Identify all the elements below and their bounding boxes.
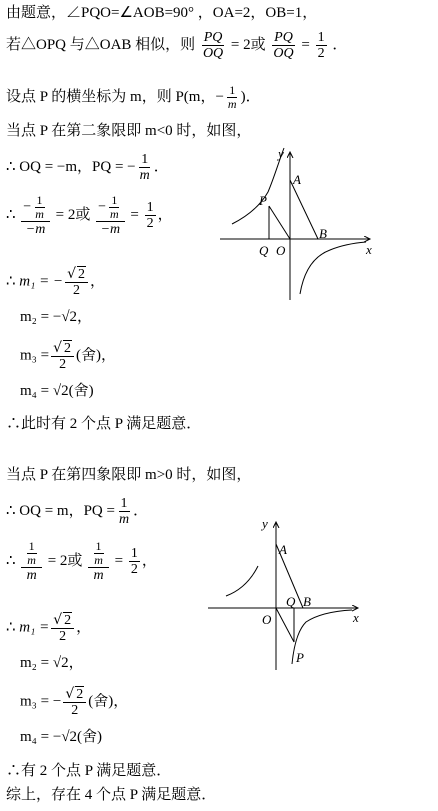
- m2-line: m₂ = −√2，: [20, 309, 93, 325]
- label-x: x: [366, 242, 372, 257]
- text-line-4: 当点 P 在第二象限即 m<0 时，如图，: [6, 123, 252, 139]
- fraction-sqrt2-over-2: $\frac{√ 2}{2}$: [63, 686, 86, 718]
- m1-label: m₁ = −: [19, 273, 64, 290]
- segment-op: [269, 206, 290, 239]
- therefore-symbol: ∴: [6, 273, 16, 290]
- rejected-note: (舍)，: [88, 693, 129, 710]
- equals-sign: =: [301, 36, 310, 53]
- comma: ，: [157, 206, 173, 223]
- segment-op: [276, 608, 294, 642]
- period: ．: [133, 502, 149, 519]
- m2-line-p2: m₂ = √2，: [20, 655, 84, 671]
- equals-2-or: = 2或: [47, 552, 83, 569]
- period: ．: [332, 36, 348, 53]
- equals-sign: =: [130, 206, 139, 223]
- label-y: y: [262, 516, 268, 531]
- conclusion-part2: ∴有 2 个点 P 满足题意．: [6, 763, 172, 779]
- m4-line-p2: m₄ = −√2(舍): [20, 729, 103, 745]
- condition-text: 若△OPQ 与△OAB 相似，则: [6, 36, 196, 53]
- label-b: B: [319, 226, 327, 241]
- m4-line: m₄ = √2(舍): [20, 383, 94, 399]
- text-line-1: 由题意，∠PQO=∠AOB=90° ，OA=2，OB=1，: [6, 5, 318, 21]
- compound-fraction-c: $\frac{\frac{1}{m}}{m}$: [21, 540, 42, 583]
- label-o: O: [276, 243, 286, 258]
- fraction-one-half: $\frac{1}{2}$: [146, 200, 154, 231]
- segment-ab: [290, 180, 318, 239]
- therefore-symbol: ∴: [6, 619, 16, 636]
- text-line-5: [6, 152, 169, 183]
- period: ．: [153, 158, 169, 175]
- final-conclusion: 综上，存在 4 个点 P 满足题意．: [6, 787, 217, 803]
- label-p: P: [259, 193, 267, 208]
- text-line-2: [6, 30, 347, 61]
- fraction-1-over-m: $\frac{1}{m}$: [227, 83, 237, 111]
- label-a: A: [279, 542, 287, 557]
- therefore-symbol: ∴: [6, 206, 16, 223]
- figure-quadrant-2: [218, 142, 378, 302]
- text-line-6: [6, 194, 173, 237]
- fraction-pq-oq-2: $\frac{PQ}{OQ}$: [273, 30, 294, 61]
- m1-line-p2: [6, 612, 91, 644]
- fraction-one-half: $\frac{1}{2}$: [317, 30, 325, 61]
- fraction-pq-oq: $\frac{PQ}{OQ}$: [202, 30, 224, 61]
- text-line-3: [6, 84, 261, 111]
- label-q: Q: [259, 243, 269, 258]
- m3-line: [20, 340, 116, 372]
- hyperbola-branch-q2: [232, 148, 284, 224]
- m3-label: m₃ = −: [20, 693, 62, 710]
- fraction-one-half: $\frac{1}{2}$: [130, 546, 138, 577]
- oq-pq-text: ∴ OQ = m，PQ =: [6, 502, 115, 519]
- close-paren: )．: [240, 88, 261, 105]
- text-line-p2-2: [6, 496, 148, 527]
- fraction-sqrt2-over-2: $\frac{√ 2}{2}$: [51, 612, 74, 644]
- let-p-text: 设点 P 的横坐标为 m，则 P(m，−: [6, 88, 224, 105]
- comma: ，: [141, 552, 157, 569]
- label-b: B: [303, 594, 311, 609]
- label-x: x: [353, 610, 359, 625]
- label-q: Q: [286, 594, 296, 609]
- figure-quadrant-4: [206, 514, 366, 672]
- fraction-1-over-m: $\frac{1}{m}$: [139, 152, 150, 183]
- label-p: P: [296, 650, 304, 665]
- label-y: y: [278, 146, 284, 161]
- comma: ，: [76, 619, 92, 636]
- rejected-note: (舍)，: [76, 347, 117, 364]
- fraction-sqrt2-over-2: $\frac{√ 2}{2}$: [65, 266, 88, 298]
- compound-fraction-a: − $\frac{1}{m}$ −m: [21, 194, 50, 237]
- fraction-sqrt2-over-2: $\frac{√ 2}{2}$: [51, 340, 74, 372]
- label-a: A: [293, 172, 301, 187]
- comma: ，: [90, 273, 106, 290]
- oq-pq-text: ∴ OQ = −m，PQ = −: [6, 158, 136, 175]
- hyperbola-branch-q4: [300, 242, 366, 294]
- equals-2-or: = 2或: [55, 206, 91, 223]
- equals-2-or: = 2或: [230, 36, 266, 53]
- fraction-1-over-m: $\frac{1}{m}$: [118, 496, 130, 527]
- text-line-p2-3: [6, 540, 157, 583]
- hyperbola-branch-q2: [226, 566, 258, 596]
- label-o: O: [262, 612, 272, 627]
- compound-fraction-d: $\frac{\frac{1}{m}}{m}$: [88, 540, 109, 583]
- m1-line: [6, 266, 105, 298]
- text-line-p2-1: 当点 P 在第四象限即 m>0 时，如图，: [6, 467, 252, 483]
- therefore-symbol: ∴: [6, 552, 16, 569]
- m3-line-p2: [20, 686, 128, 718]
- conclusion-part1: ∴此时有 2 个点 P 满足题意．: [6, 416, 202, 432]
- m1-label: m₁ =: [19, 619, 50, 636]
- compound-fraction-b: − $\frac{1}{m}$ −m: [96, 194, 125, 237]
- equals-sign: =: [114, 552, 124, 569]
- m3-label: m₃ =: [20, 347, 50, 364]
